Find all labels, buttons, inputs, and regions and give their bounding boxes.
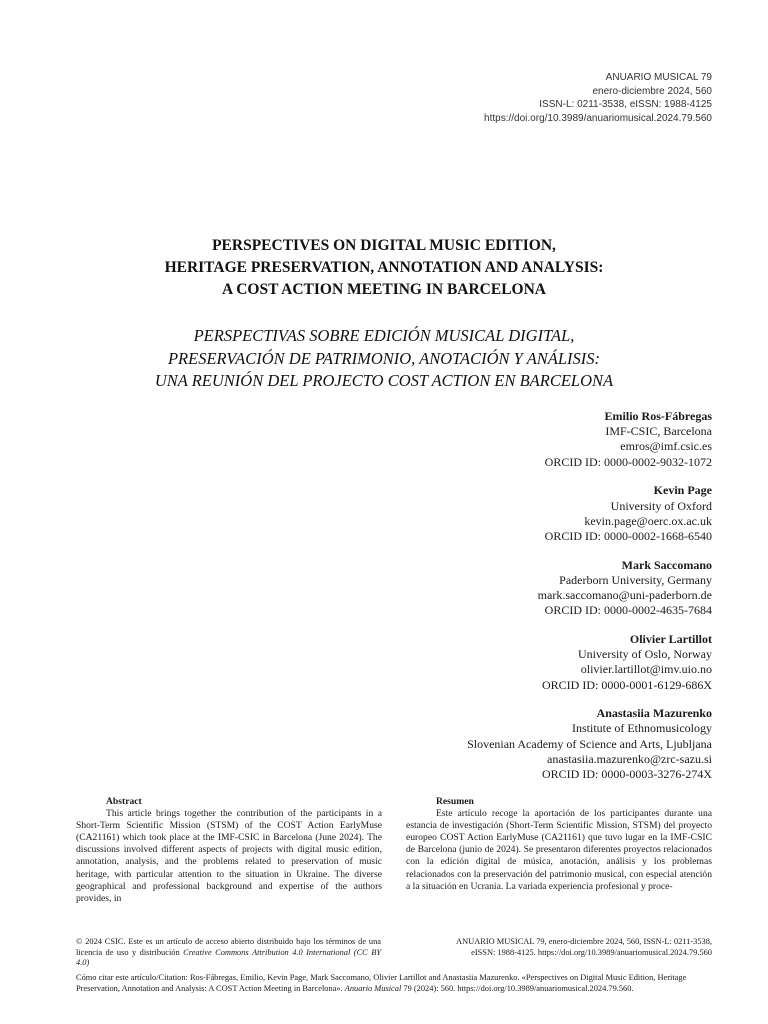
title-en-line: PERSPECTIVES ON DIGITAL MUSIC EDITION,	[212, 237, 556, 254]
abstract-section	[76, 796, 382, 905]
author-orcid: ORCID ID: 0000-0002-1668-6540	[544, 528, 712, 543]
author-name: Kevin Page	[653, 483, 712, 498]
citation-text: Cómo citar este artículo/Citation: Ros-Fábregas, Emilio, Kevin Page, Mark Saccomano, Olivier Lartillot and Anastasiia Mazurenko. «Perspectives on Digital Music Edition, Heritage Preservation, Annotation and Analysis: A COST Action Meeting in Barcelona».	[76, 973, 687, 993]
abstract-text: This article brings together the contribution of the participants in a Short-Term Scientific Mission (STSM) of the COST Action EarlyMuse (CA21161) which took place at the IMF-CSIC in Barcelona (June 2024). The discussions involved different aspects of projects with digital music edition, annotation, analysis, and the problems related to preservation of music heritage, with particular attention to the situation in Ukraine. The diverse geographical and professional background and expertise of the authors provides, in	[76, 808, 382, 904]
license-text: © 2024 CSIC. Este es un artículo de acceso abierto distribuido bajo los términos de una licencia de uso y distribución	[76, 937, 381, 957]
journal-issue: enero-diciembre 2024, 560	[592, 85, 712, 97]
author-block	[467, 632, 712, 693]
journal-doi-link[interactable]: https://doi.org/10.3989/anuariomusical.2024.79.560	[484, 112, 712, 124]
journal-header	[484, 71, 712, 125]
journal-issn: ISSN-L: 0211-3538, eISSN: 1988-4125	[539, 99, 712, 110]
journal-footer	[425, 937, 712, 958]
author-block	[467, 558, 712, 619]
author-affiliation: IMF-CSIC, Barcelona	[605, 424, 712, 439]
author-email[interactable]: mark.saccomano@uni-paderborn.de	[537, 588, 712, 603]
license-notice	[76, 937, 381, 969]
citation-doi[interactable]: 79 (2024): 560. https://doi.org/10.3989/anuariomusical.2024.79.560.	[403, 983, 634, 993]
author-affiliation: University of Oslo, Norway	[578, 647, 712, 662]
author-email[interactable]: olivier.lartillot@imv.uio.no	[580, 662, 712, 677]
resumen-heading: Resumen	[436, 796, 474, 807]
author-name: Anastasiia Mazurenko	[596, 706, 712, 721]
author-affiliation: University of Oxford	[610, 498, 712, 513]
author-name: Emilio Ros-Fábregas	[604, 409, 712, 423]
title-en-line: HERITAGE PRESERVATION, ANNOTATION AND ANALYSIS:	[164, 259, 604, 276]
author-orcid: ORCID ID: 0000-0003-3276-274X	[542, 767, 712, 782]
footer-journal-line: ANUARIO MUSICAL 79, enero-diciembre 2024, 560, ISSN-L: 0211-3538,	[456, 937, 712, 946]
author-block	[467, 706, 712, 782]
title-es-line: PERSPECTIVAS SOBRE EDICIÓN MUSICAL DIGITAL,	[193, 326, 575, 345]
license-link[interactable]: Creative Commons Attribution 4.0 International (CC BY 4.0)	[76, 947, 382, 968]
author-email[interactable]: kevin.page@oerc.ox.ac.uk	[584, 513, 712, 528]
title-es-line: UNA REUNIÓN DEL PROJECTO COST ACTION EN BARCELONA	[154, 371, 614, 390]
resumen-text: Este artículo recoge la aportación de los participantes durante una estancia de investigación (Short-Term Scientific Mission, STSM) del proyecto europeo COST Action EarlyMuse (CA21161) que tuvo lugar en la IMF-CSIC de Barcelona (junio de 2024). Se presentaron diferentes proyectos relacionados con la edición digital de música, anotación, análisis y los problemas relacionados con la preservación del patrimonio musical, con especial atención a la situación en Ucrania. La variada experiencia profesional y proce-	[406, 808, 712, 892]
author-orcid: ORCID ID: 0000-0001-6129-686X	[542, 677, 712, 692]
citation-journal: Anuario Musical	[344, 983, 402, 993]
author-affiliation: Slovenian Academy of Science and Arts, Ljubljana	[467, 736, 712, 751]
author-affiliation: Paderborn University, Germany	[559, 572, 712, 587]
author-name: Olivier Lartillot	[629, 631, 712, 646]
author-affiliation: Institute of Ethnomusicology	[572, 721, 712, 736]
citation-block	[76, 973, 712, 995]
author-name: Mark Saccomano	[621, 557, 712, 572]
author-orcid: ORCID ID: 0000-0002-4635-7684	[544, 603, 712, 618]
english-title	[0, 235, 768, 301]
abstract-heading: Abstract	[106, 796, 142, 807]
footer-doi-line[interactable]: eISSN: 1988-4125. https://doi.org/10.3989/anuariomusical.2024.79.560	[471, 947, 712, 957]
author-email[interactable]: emros@imf.csic.es	[620, 439, 712, 454]
spanish-title	[0, 325, 768, 393]
author-email[interactable]: anastasiia.mazurenko@zrc-sazu.si	[547, 751, 712, 766]
title-en-line: A COST ACTION MEETING IN BARCELONA	[222, 281, 546, 298]
author-list	[467, 409, 712, 796]
journal-name: ANUARIO MUSICAL 79	[605, 72, 712, 83]
title-es-line: PRESERVACIÓN DE PATRIMONIO, ANOTACIÓN Y ANÁLISIS:	[167, 348, 601, 368]
author-block	[467, 409, 712, 470]
resumen-section	[406, 796, 712, 893]
author-orcid: ORCID ID: 0000-0002-9032-1072	[544, 454, 712, 469]
author-block	[467, 483, 712, 544]
